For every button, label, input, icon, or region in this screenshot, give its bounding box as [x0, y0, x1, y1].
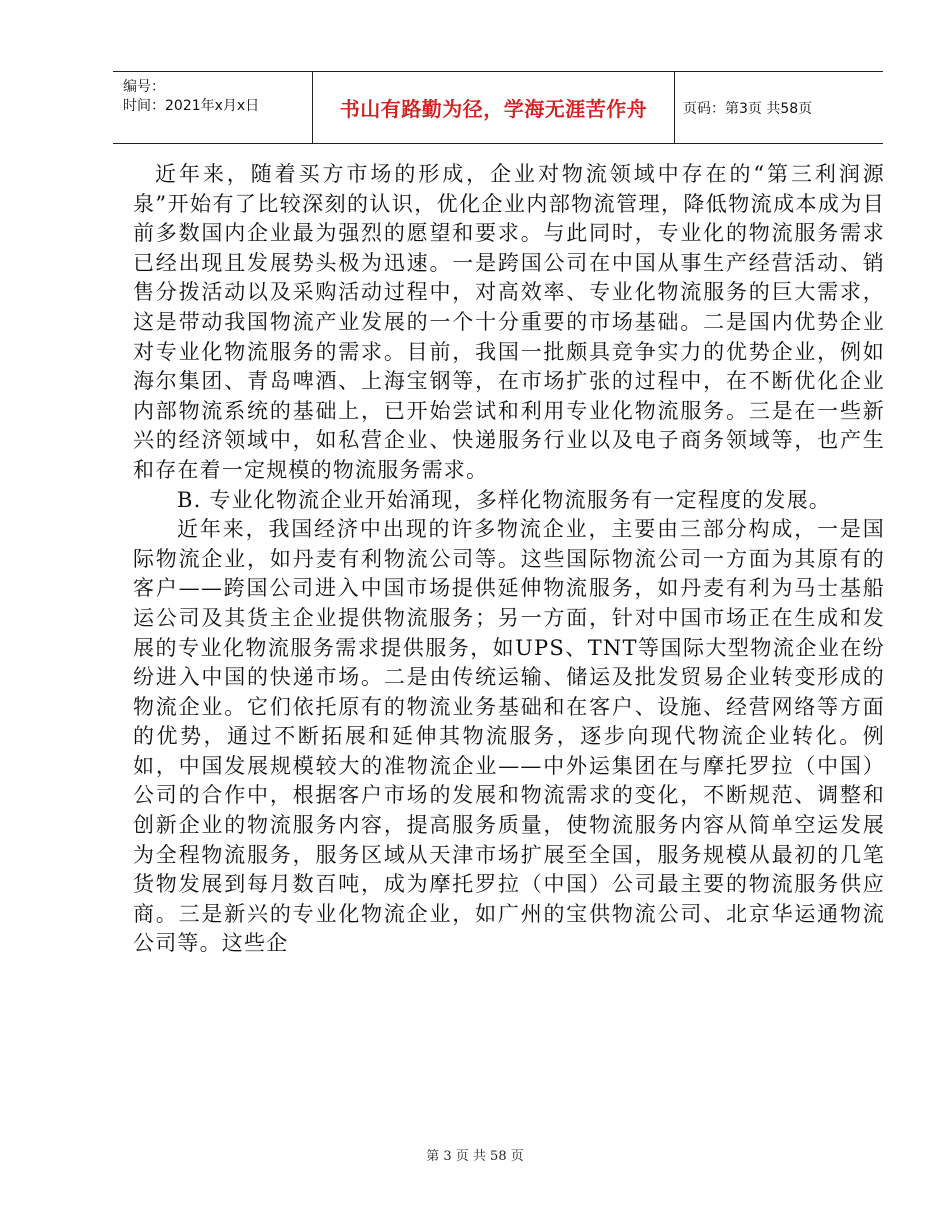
- page-footer: 第 3 页 共 58 页: [426, 1149, 524, 1164]
- header-meta-cell: [113, 72, 313, 143]
- paragraph-enterprises: 近年来，我国经济中出现的许多物流企业，主要由三部分构成，一是国际物流企业，如丹麦有利物流公司等。这些国际物流公司一方面为其原有的客户——跨国公司进入中国市场提供延伸物流服务，如丹麦有利为马士基船运公司及其货主企业提供物流服务；另一方面，针对中国市场正在生成和发展的专业化物流服务需求提供服务，如UPS、TNT等国际大型物流企业在纷纷进入中国的快递市场。二是由传统运输、储运及批发贸易企业转变形成的物流企业。它们依托原有的物流业务基础和在客户、设施、经营网络等方面的优势，通过不断拓展和延伸其物流服务，逐步向现代物流企业转化。例如，中国发展规模较大的准物流企业——中外运集团在与摩托罗拉（中国）公司的合作中，根据客户市场的发展和物流需求的变化，不断规范、调整和创新企业的物流服务内容，提高服务质量，使物流服务内容从简单空运发展为全程物流服务，服务区域从天津市场扩展至全国，服务规模从最初的几笔货物发展到每月数百吨，成为摩托罗拉（中国）公司最主要的物流服务供应商。三是新兴的专业化物流企业，如广州的宝供物流公司、北京华运通物流公司等。这些企: [133, 517, 885, 956]
- paragraph-demand: 近年来，随着买方市场的形成，企业对物流领域中存在的“第三利润源泉”开始有了比较深刻的认识，优化企业内部物流管理，降低物流成本成为目前多数国内企业最为强烈的愿望和要求。与此同时，专业化的物流服务需求已经出现且发展势头极为迅速。一是跨国公司在中国从事生产经营活动、销售分拨活动以及采购活动过程中，对高效率、专业化物流服务的巨大需求，这是带动我国物流产业发展的一个十分重要的市场基础。二是国内优势企业对专业化物流服务的需求。目前，我国一批颇具竞争实力的优势企业，例如海尔集团、青岛啤酒、上海宝钢等，在市场扩张的过程中，在不断优化企业内部物流系统的基础上，已开始尝试和利用专业化物流服务。三是在一些新兴的经济领域中，如私营企业、快递服务行业以及电子商务领域等，也产生和存在着一定规模的物流服务需求。: [133, 162, 885, 482]
- header-table: [113, 71, 883, 144]
- paragraph-heading-b: B. 专业化物流企业开始涌现，多样化物流服务有一定程度的发展。: [177, 487, 831, 512]
- document-body: [133, 160, 885, 959]
- number-label: 编号：: [123, 79, 165, 95]
- page-info-text: 页码：第3页 共58页: [683, 100, 813, 117]
- time-label: 时间：2021年x月x日: [123, 98, 260, 114]
- page-info-cell: [675, 72, 883, 143]
- motto-text: 书山有路勤为径，学海无涯苦作舟: [339, 97, 648, 121]
- motto-cell: [313, 72, 675, 143]
